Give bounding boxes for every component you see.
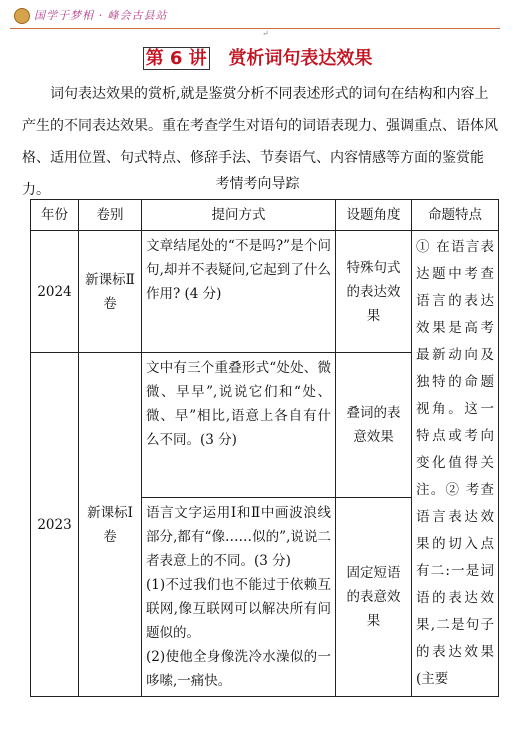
lesson-title: 赏析词句表达效果 — [228, 48, 373, 69]
brand-text: 国学于梦相 · 峰会古县站 — [34, 9, 168, 22]
question-part-a: 语言文字运用Ⅰ和Ⅱ中画波浪线部分,都有“像……似的”,说说二者表意上的不同。(3 分) — [146, 505, 331, 569]
question-part-b: (1)不过我们也不能过于依赖互联网,像互联网可以解决所有问题似的。 — [146, 577, 331, 641]
intro-text: 词句表达效果的赏析,就是鉴赏分析不同表述形式的词句在结构和内容上产生的不同表达效果。重在考查学生对语句的词语表现力、强调重点、语体风格、适用位置、句式特点、修辞手法、节奏语气、内容情感等方面的鉴赏能力。 — [22, 86, 498, 198]
header-angle: 设题角度 — [336, 200, 412, 231]
header-question: 提问方式 — [142, 200, 336, 231]
cell-angle: 叠词的表意效果 — [336, 353, 412, 498]
cell-year: 2023 — [31, 353, 79, 697]
cell-angle: 固定短语的表意效果 — [336, 498, 412, 697]
question-part-c: (2)使他全身像洗冷水澡似的一哆嗦,一痛快。 — [146, 649, 331, 689]
cell-angle: 特殊句式的表达效果 — [336, 231, 412, 353]
header-year: 年份 — [31, 200, 79, 231]
brand-logo-icon — [14, 8, 30, 24]
header-paper: 卷别 — [79, 200, 142, 231]
cell-question-multi — [142, 498, 336, 697]
cell-paper: 新课标Ⅱ卷 — [79, 231, 142, 353]
cell-feature: ① 在语言表达题中考查语言的表达效果是高考最新动向及独特的命题视角。这一特点或考向变化值得关注。② 考查语言表达效果的切入点有二:一是词语的表达效果,二是句子的表达效果(主要 — [412, 231, 499, 697]
page-header — [10, 6, 500, 29]
header-feature: 命题特点 — [412, 200, 499, 231]
paragraph-mark: ↵ — [262, 29, 269, 38]
lesson-number: 第 6 讲 — [143, 47, 210, 70]
table-row — [31, 231, 499, 353]
cell-question: 文中有三个重叠形式“处处、微微、早早”,说说它们和“处、微、早”相比,语意上各自有什么不同。(3 分) — [142, 353, 336, 498]
section-subtitle: 考情考向导踪 — [215, 176, 300, 192]
table-header-row — [31, 200, 499, 231]
page-title — [0, 44, 515, 70]
cell-year: 2024 — [31, 231, 79, 353]
exam-table — [30, 199, 499, 697]
cell-paper: 新课标Ⅰ卷 — [79, 353, 142, 697]
cell-question: 文章结尾处的“不是吗?”是个问句,却并不表疑问,它起到了什么作用? (4 分) — [142, 231, 336, 353]
